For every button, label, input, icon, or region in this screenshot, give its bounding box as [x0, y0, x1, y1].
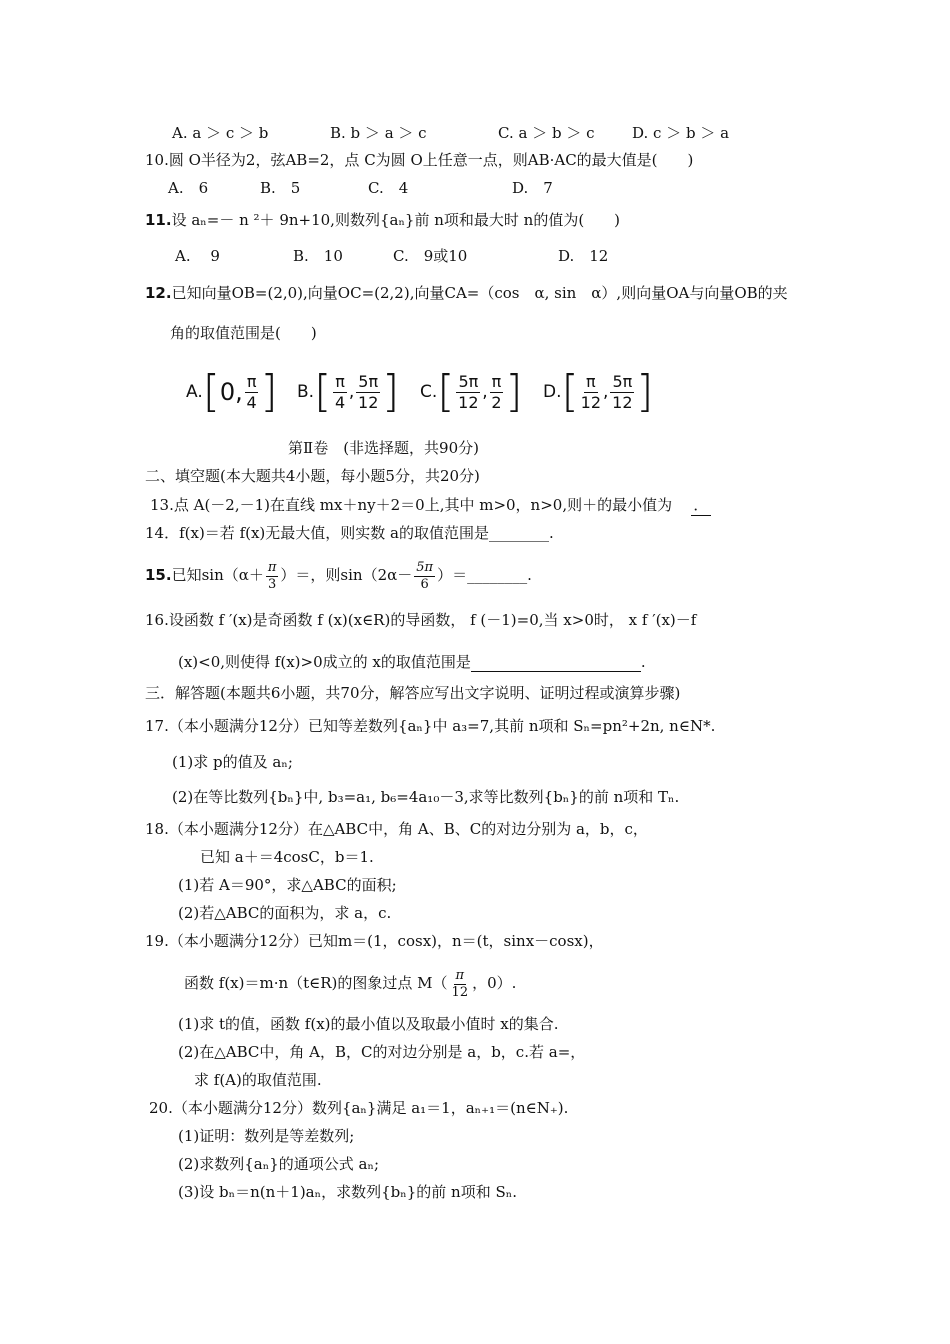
q9-option-d: D. c ＞ b ＞ a [632, 124, 730, 142]
q18-given: 已知 a＋＝4cosC，b＝1. [200, 848, 374, 866]
q11-option-b: B. 10 [293, 247, 343, 265]
fraction [333, 372, 347, 413]
denominator: 12 [458, 392, 479, 412]
q17-part1: (1)求 p的值及 aₙ; [172, 753, 293, 771]
q19-function-part1: 函数 f(x)＝m·n（t∈R)的图象过点 M（ [184, 974, 448, 992]
denominator: 12 [580, 392, 602, 412]
option-label: C. [420, 382, 438, 402]
q15-part1: 已知sin（α＋ [171, 566, 264, 584]
left-bracket: [ [561, 366, 579, 417]
q15-number: 15. [145, 566, 172, 584]
numerator: π [246, 371, 257, 391]
left-bracket: [ [314, 366, 332, 417]
denominator: 2 [491, 392, 502, 412]
option-label: B. [297, 382, 315, 402]
numerator: π [455, 967, 465, 983]
q12-option-c [420, 366, 523, 417]
denominator: 12 [358, 392, 379, 412]
q20-part3: (3)设 bₙ＝n(n＋1)aₙ，求数列{bₙ}的前 n项和 Sₙ. [178, 1183, 518, 1201]
q11-option-c: C. 9或10 [393, 247, 468, 265]
q9-option-a: A. a ＞ c ＞ b [172, 124, 269, 142]
q17-head: 17.（本小题满分12分）已知等差数列{aₙ}中 a₃=7,其前 n项和 Sₙ=pn²+2n, n∈N*. [145, 717, 716, 735]
comma: , [482, 382, 488, 402]
numerator: 5π [612, 371, 633, 391]
q12-option-b [297, 366, 400, 417]
denominator: 6 [420, 576, 429, 592]
q20-head: 20.（本小题满分12分）数列{aₙ}满足 a₁＝1，aₙ₊₁＝(n∈N₊). [149, 1099, 569, 1117]
q11-option-d: D. 12 [558, 247, 609, 265]
fraction [414, 560, 435, 593]
q11-stem: 设 aₙ=－ n ²＋ 9n+10,则数列{aₙ}前 n项和最大时 n的值为( ) [171, 211, 621, 229]
q19-function-part2: ，0）. [472, 974, 517, 992]
q11-number: 11. [145, 211, 172, 229]
q18-head: 18.（本小题满分12分）在△ABC中，角 A、B、C的对边分别为 a，b，c， [145, 820, 648, 838]
fraction [245, 372, 259, 413]
fraction [450, 968, 471, 1001]
q10-option-c: C. 4 [368, 179, 409, 197]
q16-period: . [640, 653, 646, 671]
right-bracket: ] [505, 366, 523, 417]
q17-part2: (2)在等比数列{bₙ}中, b₃=a₁, b₆=4a₁₀－3,求等比数列{bₙ}的前 n项和 Tₙ. [172, 788, 680, 806]
right-bracket: ] [636, 366, 654, 417]
q15-text [145, 552, 532, 598]
section2-heading: 二、填空题(本大题共4小题，每小题5分，共20分) [145, 467, 480, 485]
numerator: 5π [416, 559, 434, 575]
q20-part2: (2)求数列{aₙ}的通项公式 aₙ; [178, 1155, 380, 1173]
fraction [490, 372, 504, 413]
q13-answer-blank: ． [691, 495, 711, 516]
q19-part1: (1)求 t的值，函数 f(x)的最小值以及取最小值时 x的集合. [178, 1015, 559, 1033]
q12-text-line2: 角的取值范围是( ) [170, 324, 317, 342]
right-bracket: ] [382, 366, 400, 417]
q9-option-b: B. b ＞ a ＞ c [330, 124, 427, 142]
q16-stem: (x)<0,则使得 f(x)>0成立的 x的取值范围是 [178, 653, 471, 671]
q16-text-line2 [178, 652, 646, 672]
q10-option-a: A. 6 [168, 179, 209, 197]
numerator: π [335, 371, 345, 391]
q19-head: 19.（本小题满分12分）已知m＝(1，cosx)，n＝(t，sinx－cosx)， [145, 932, 604, 950]
numerator: π [267, 559, 277, 575]
comma: , [348, 382, 355, 402]
option-label: A. [186, 382, 203, 402]
section3-heading: 三．解答题(本题共6小题，共70分，解答应写出文字说明、证明过程或演算步骤) [145, 684, 681, 702]
q16-answer-blank [471, 655, 641, 672]
denominator: 4 [334, 392, 346, 412]
fraction [356, 372, 380, 413]
left-bracket: [ [202, 366, 220, 417]
fraction [610, 372, 634, 413]
q18-part2: (2)若△ABC的面积为，求 a，c. [178, 904, 392, 922]
q10-text: 10.圆 O半径为2，弦AB=2，点 C为圆 O上任意一点，则AB·AC的最大值是( ) [145, 151, 694, 169]
interval-start: 0, [219, 378, 243, 406]
numerator: 5π [358, 371, 379, 391]
fraction [456, 372, 480, 413]
q12-number: 12. [145, 284, 172, 302]
option-label: D. [543, 382, 562, 402]
q15-part3: ）＝________. [437, 566, 532, 584]
q13-stem: 13.点 A(－2,－1)在直线 mx＋ny＋2＝0上,其中 m>0，n>0,则＋的最小值为 [150, 496, 673, 514]
numerator: 5π [458, 371, 479, 391]
q12-option-d [543, 366, 654, 417]
denominator: 12 [612, 392, 633, 412]
q16-text-line1: 16.设函数 f ′(x)是奇函数 f (x)(x∈R)的导函数， f (－1)=0,当 x>0时， x f ′(x)－f [145, 611, 697, 629]
q13-text [150, 495, 711, 516]
q19-part2: (2)在△ABC中，角 A，B，C的对边分别是 a，b，c.若 a=， [178, 1043, 586, 1061]
fraction [581, 372, 601, 413]
comma: , [603, 382, 609, 402]
q10-option-d: D. 7 [512, 179, 553, 197]
q20-part1: (1)证明：数列是等差数列; [178, 1127, 355, 1145]
left-bracket: [ [437, 366, 455, 417]
q12-text-line1 [145, 283, 788, 303]
denominator: 12 [451, 984, 469, 1000]
denominator: 4 [246, 392, 257, 412]
q19-part3: 求 f(A)的取值范围. [194, 1071, 322, 1089]
q18-part1: (1)若 A＝90°，求△ABC的面积; [178, 876, 397, 894]
denominator: 3 [268, 576, 277, 592]
q12-stem: 已知向量OB=(2,0),向量OC=(2,2),向量CA=（cos α, sin α）,则向量OA与向量OB的夹 [171, 284, 788, 302]
q12-option-a [186, 366, 278, 417]
q11-text [145, 210, 620, 230]
numerator: π [586, 371, 596, 391]
q10-option-b: B. 5 [260, 179, 301, 197]
fraction [266, 560, 279, 593]
q15-part2: ）＝，则sin（2α－ [280, 566, 413, 584]
q14-text: 14．f(x)＝若 f(x)无最大值，则实数 a的取值范围是________. [145, 524, 554, 542]
numerator: π [491, 371, 502, 391]
right-bracket: ] [260, 366, 278, 417]
part2-title: 第Ⅱ卷 (非选择题，共90分) [288, 439, 479, 457]
q11-option-a: A. 9 [175, 247, 220, 265]
q19-function [184, 960, 516, 1006]
q9-option-c: C. a ＞ b ＞ c [498, 124, 595, 142]
